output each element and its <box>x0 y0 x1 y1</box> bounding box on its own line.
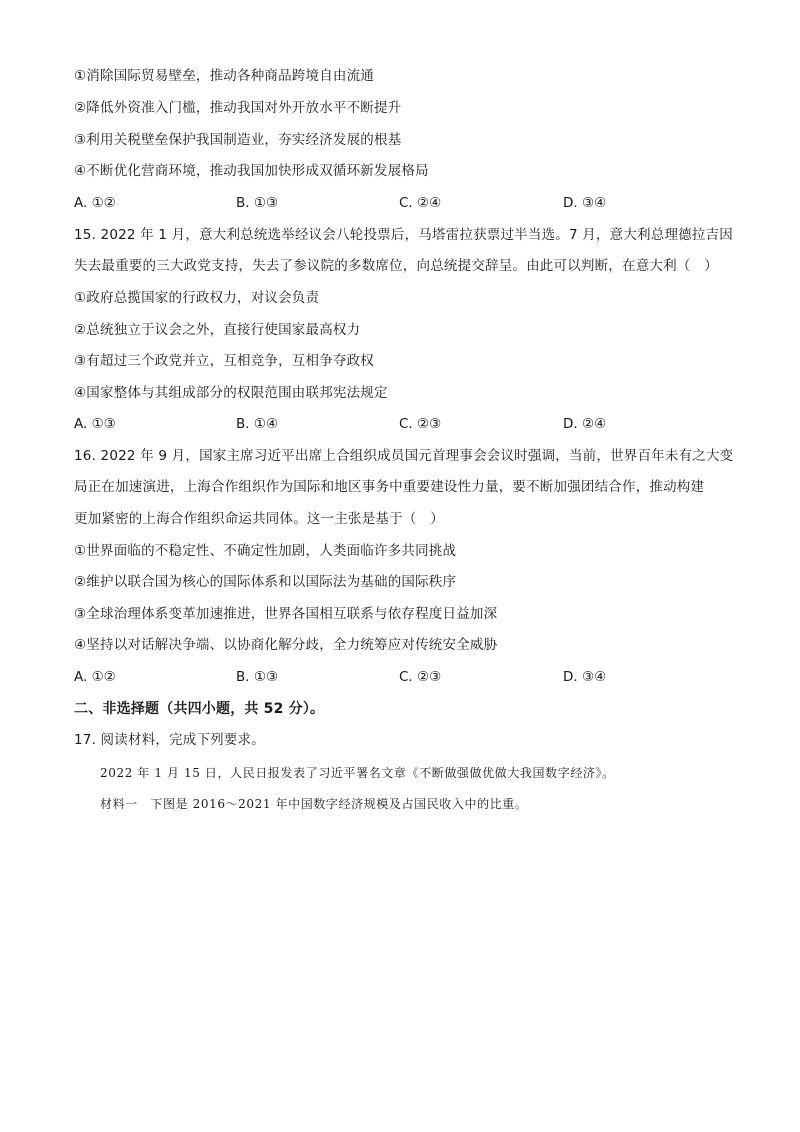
q15-option-c: C. ②③ <box>399 416 442 432</box>
prev-statement-2: ②降低外资准入门槛，推动我国对外开放水平不断提升 <box>74 100 402 116</box>
q15-stem-line-2: 失去最重要的三大政党支持，失去了参议院的多数席位，向总统提交辞呈。由此可以判断，在意大利（ ） <box>74 258 718 274</box>
q15-statement-1: ①政府总揽国家的行政权力，对议会负责 <box>74 290 320 306</box>
prev-options <box>74 193 734 213</box>
prev-statement-3: ③利用关税壁垒保护我国制造业，夯实经济发展的根基 <box>74 132 402 148</box>
q17-material-1: 材料一 下图是 2016～2021 年中国数字经济规模及占国民收入中的比重。 <box>100 797 528 811</box>
prev-option-a: A. ①② <box>74 195 116 211</box>
prev-option-d: D. ③④ <box>563 195 607 211</box>
prev-statement-4: ④不断优化营商环境，推动我国加快形成双循环新发展格局 <box>74 163 429 179</box>
q15-options <box>74 414 734 434</box>
q16-statement-1: ①世界面临的不稳定性、不确定性加剧，人类面临许多共同挑战 <box>74 543 457 559</box>
q16-option-c: C. ②③ <box>399 669 442 685</box>
q15-statement-4: ④国家整体与其组成部分的权限范围由联邦宪法规定 <box>74 385 388 401</box>
prev-statement-1: ①消除国际贸易壁垒，推动各种商品跨境自由流通 <box>74 68 375 84</box>
prev-option-b: B. ①③ <box>236 195 279 211</box>
q15-option-b: B. ①④ <box>236 416 279 432</box>
section-2-heading: 二、非选择题（共四小题，共 52 分）。 <box>74 701 325 717</box>
q15-option-d: D. ②④ <box>563 416 607 432</box>
q16-options <box>74 667 734 687</box>
q16-option-a: A. ①② <box>74 669 116 685</box>
q17-stem: 17. 阅读材料，完成下列要求。 <box>74 732 265 748</box>
q15-statement-3: ③有超过三个政党并立，互相竞争，互相争夺政权 <box>74 353 375 369</box>
q16-stem-line-1: 16. 2022 年 9 月，国家主席习近平出席上合组织成员国元首理事会会议时强调，当前，世界百年未有之大变 <box>74 448 734 464</box>
q16-statement-4: ④坚持以对话解决争端、以协商化解分歧，全力统筹应对传统安全威胁 <box>74 637 498 653</box>
q15-statement-2: ②总统独立于议会之外，直接行使国家最高权力 <box>74 322 361 338</box>
q16-statement-2: ②维护以联合国为核心的国际体系和以国际法为基础的国际秩序 <box>74 574 457 590</box>
prev-option-c: C. ②④ <box>399 195 442 211</box>
q16-stem-line-3: 更加紧密的上海合作组织命运共同体。这一主张是基于（ ） <box>74 511 444 527</box>
q16-statement-3: ③全球治理体系变革加速推进，世界各国相互联系与依存程度日益加深 <box>74 606 498 622</box>
q15-stem-line-1: 15. 2022 年 1 月，意大利总统选举经议会八轮投票后，马塔雷拉获票过半当选。7 月，意大利总理德拉吉因 <box>74 227 733 243</box>
q16-option-b: B. ①③ <box>236 669 279 685</box>
q16-option-d: D. ③④ <box>563 669 607 685</box>
q17-material-intro: 2022 年 1 月 15 日，人民日报发表了习近平署名文章《不断做强做优做大我国数字经济》。 <box>100 766 615 780</box>
q16-stem-line-2: 局正在加速演进，上海合作组织作为国际和地区事务中重要建设性力量，要不断加强团结合作，推动构建 <box>74 479 705 495</box>
q15-option-a: A. ①③ <box>74 416 116 432</box>
